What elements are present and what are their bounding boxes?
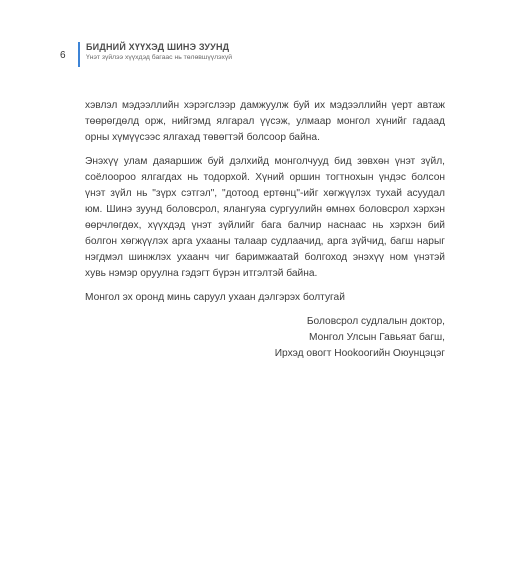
page-header [60,42,232,70]
header-rule [78,42,80,67]
page-number: 6 [60,50,66,61]
signature-line: Ирхэд овогт Нookooгийн Оюунцэцэг [274,348,445,359]
signature-line: Боловсрол судлалын доктор, [306,316,445,327]
paragraph: хэвлэл мэдээллийн хэрэгслээр дамжуулж буй их мэдээллийн үерт автаж төөрөгдөлд орж, нийгэмд ялгарал үүсэж, улмаар монгол хүнийг гадаад орны хүмүүсээс ялгахад төвөгтэй болсоор байна. [85,100,445,143]
signature-block [85,314,445,362]
running-head-title: БИДНИЙ ХҮҮХЭД ШИНЭ ЗУУНД [86,42,230,52]
paragraph: Монгол эх оронд минь саруул ухаан дэлгэрэх болтугай [85,292,345,303]
header-text [86,42,232,63]
paragraph: Энэхүү улам даяаршиж буй дэлхийд монголчууд бид зөвхөн үнэт зүйл, соёлоороо ялгагдах нь тодорхой. Хүний оршин тогтнохын үндэс болсон үнэт зүйл нь "зүрх сэтгэл", "дотоод ертөнц"-ийг хөгжүүлэх тухай асуудал юм. Шинэ зуунд боловсрол, ялангуяа сургуулийн өмнөх боловсрол хэрхэн өөрчлөгдөх, хүүхдэд үнэт зүйлийг бага балчир наснаас нь хэрхэн бий болгон хөгжүүлэх арга ухааны талаар судлаачид, арга зүйчид, багш нарыг нэгдмэл шинжлэх ухаанч чиг баримжаатай болгоход энэхүү ном үнэтэй хувь нэмэр оруулна гэдэгт бүрэн итгэлтэй байна. [85,156,445,279]
signature-line: Монгол Улсын Гавьяат багш, [309,332,445,343]
body-text [85,98,445,362]
running-head-subtitle: Үнэт зүйлээ хүүхдэд багаас нь төлөвшүүлэхүй [86,54,233,61]
